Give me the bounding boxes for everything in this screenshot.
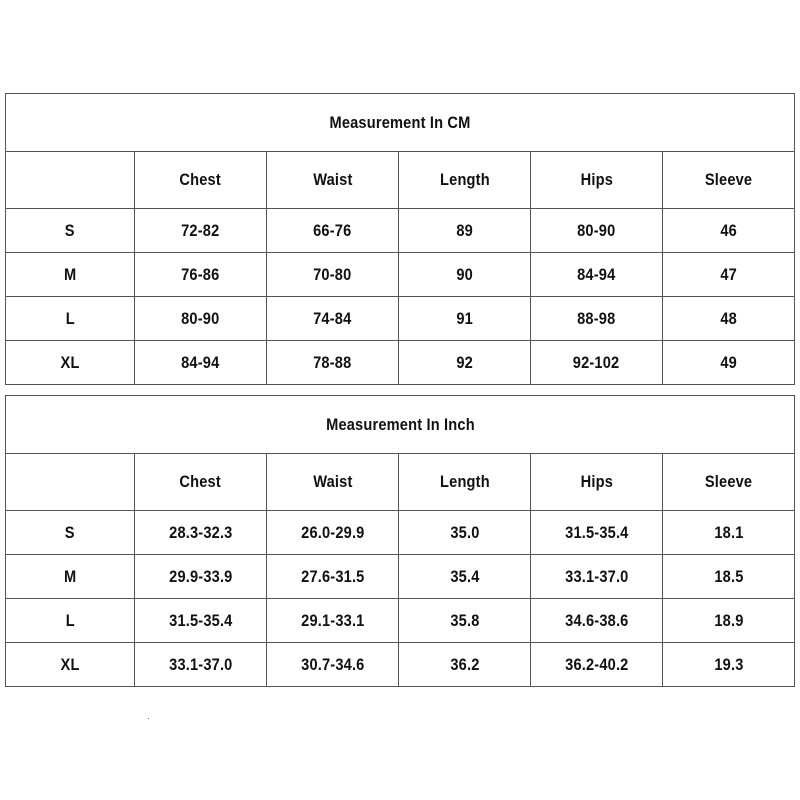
header-row <box>6 454 795 511</box>
table-cell: 49 <box>663 341 795 385</box>
table-row <box>6 511 795 555</box>
table-row <box>6 297 795 341</box>
table-cell: 35.4 <box>399 555 531 599</box>
table-cell: 47 <box>663 253 795 297</box>
table-cell: 33.1-37.0 <box>135 643 267 687</box>
table-cell: 90 <box>399 253 531 297</box>
header-cell-length: Length <box>399 454 531 511</box>
size-label: XL <box>6 643 135 687</box>
table-cell: 35.8 <box>399 599 531 643</box>
table-cell: 29.9-33.9 <box>135 555 267 599</box>
header-cell-waist: Waist <box>267 454 399 511</box>
table-cell: 18.5 <box>663 555 795 599</box>
header-cell-blank <box>6 152 135 209</box>
header-cell-chest: Chest <box>135 454 267 511</box>
table-cell: 35.0 <box>399 511 531 555</box>
stray-dot <box>148 718 149 719</box>
header-cell-sleeve: Sleeve <box>663 454 795 511</box>
table-cell: 31.5-35.4 <box>135 599 267 643</box>
table-cell: 27.6-31.5 <box>267 555 399 599</box>
size-label: M <box>6 555 135 599</box>
size-label: L <box>6 297 135 341</box>
header-cell-length: Length <box>399 152 531 209</box>
header-row <box>6 152 795 209</box>
table-row <box>6 209 795 253</box>
table-cell: 76-86 <box>135 253 267 297</box>
table-cell: 26.0-29.9 <box>267 511 399 555</box>
table-cell: 88-98 <box>531 297 663 341</box>
header-cell-blank <box>6 454 135 511</box>
table-row <box>6 599 795 643</box>
table-cell: 92 <box>399 341 531 385</box>
header-cell-sleeve: Sleeve <box>663 152 795 209</box>
table-cell: 28.3-32.3 <box>135 511 267 555</box>
table-title: Measurement In CM <box>6 94 795 152</box>
table-cell: 70-80 <box>267 253 399 297</box>
table-cell: 34.6-38.6 <box>531 599 663 643</box>
size-label: S <box>6 511 135 555</box>
table-cell: 78-88 <box>267 341 399 385</box>
table-cell: 18.9 <box>663 599 795 643</box>
table-cell: 74-84 <box>267 297 399 341</box>
table-cell: 92-102 <box>531 341 663 385</box>
table-row <box>6 253 795 297</box>
table-cell: 19.3 <box>663 643 795 687</box>
size-table-cm <box>5 93 795 385</box>
size-table-inch <box>5 395 795 687</box>
table-cell: 36.2 <box>399 643 531 687</box>
table-cell: 18.1 <box>663 511 795 555</box>
table-cell: 36.2-40.2 <box>531 643 663 687</box>
table-cell: 31.5-35.4 <box>531 511 663 555</box>
table-cell: 48 <box>663 297 795 341</box>
table-cell: 30.7-34.6 <box>267 643 399 687</box>
table-cell: 84-94 <box>531 253 663 297</box>
table-cell: 80-90 <box>531 209 663 253</box>
table-cell: 72-82 <box>135 209 267 253</box>
table-cell: 46 <box>663 209 795 253</box>
table-title: Measurement In Inch <box>6 396 795 454</box>
table-row <box>6 555 795 599</box>
table-cell: 80-90 <box>135 297 267 341</box>
header-cell-hips: Hips <box>531 152 663 209</box>
size-label: XL <box>6 341 135 385</box>
size-label: L <box>6 599 135 643</box>
header-cell-hips: Hips <box>531 454 663 511</box>
table-row <box>6 643 795 687</box>
table-cell: 33.1-37.0 <box>531 555 663 599</box>
table-row <box>6 341 795 385</box>
size-label: S <box>6 209 135 253</box>
table-cell: 66-76 <box>267 209 399 253</box>
header-cell-chest: Chest <box>135 152 267 209</box>
size-label: M <box>6 253 135 297</box>
table-cell: 89 <box>399 209 531 253</box>
table-cell: 91 <box>399 297 531 341</box>
table-cell: 29.1-33.1 <box>267 599 399 643</box>
header-cell-waist: Waist <box>267 152 399 209</box>
table-cell: 84-94 <box>135 341 267 385</box>
